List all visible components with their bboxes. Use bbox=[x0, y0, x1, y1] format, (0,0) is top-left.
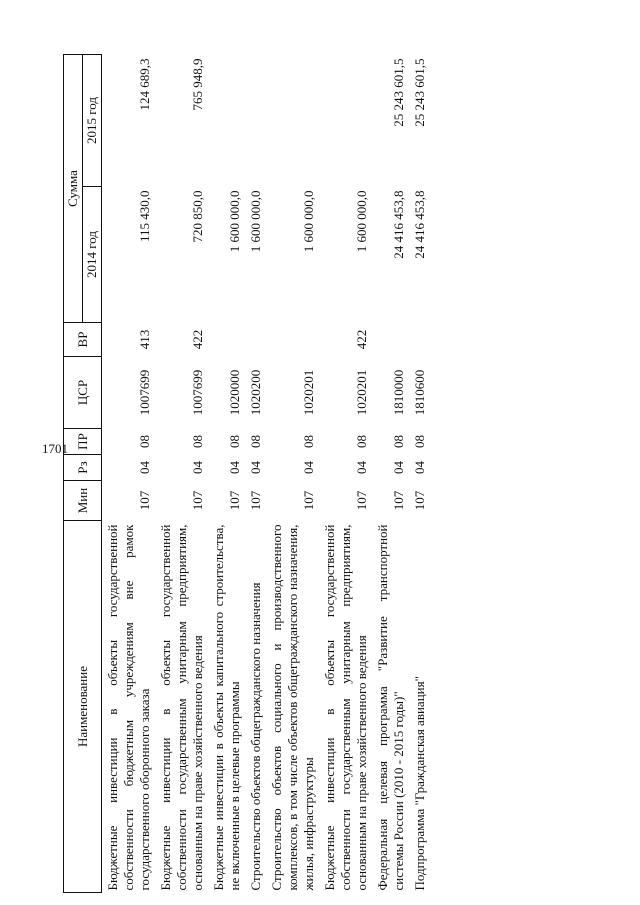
cell-y2015: 124 689,3 bbox=[137, 58, 152, 111]
cell-pr: 08 bbox=[227, 435, 242, 448]
cell-vr: 422 bbox=[190, 329, 205, 350]
budget-table bbox=[63, 54, 430, 893]
cell-y2014: 720 850,0 bbox=[190, 190, 205, 243]
cell-min: 107 bbox=[354, 490, 369, 511]
cell-pr: 08 bbox=[412, 435, 427, 448]
cell-pr: 08 bbox=[137, 435, 152, 448]
cell-min: 107 bbox=[248, 490, 263, 511]
cell-min: 107 bbox=[301, 490, 316, 511]
table-body bbox=[102, 55, 431, 893]
table-row bbox=[409, 55, 430, 893]
cell-csr: 1007699 bbox=[137, 369, 152, 416]
cell-y2014: 1 600 000,0 bbox=[354, 190, 369, 253]
cell-name: Бюджетные инвестиции в объекты государственной собственности государственным унитарным предприятиям, основанным на праве хозяйственного ведения bbox=[158, 524, 205, 891]
cell-vr: 422 bbox=[354, 329, 369, 350]
col-header-vr: ВР bbox=[64, 323, 102, 357]
col-header-rz: Рз bbox=[64, 455, 102, 481]
table-row bbox=[245, 55, 266, 893]
cell-pr: 08 bbox=[354, 435, 369, 448]
page-number: 1701 bbox=[42, 441, 68, 456]
cell-rz: 04 bbox=[190, 461, 205, 474]
col-header-csr: ЦСР bbox=[64, 357, 102, 429]
cell-vr bbox=[245, 323, 266, 357]
cell-pr: 08 bbox=[248, 435, 263, 448]
cell-csr: 1020201 bbox=[354, 369, 369, 416]
cell-csr: 1810000 bbox=[391, 369, 406, 416]
cell-pr: 08 bbox=[391, 435, 406, 448]
table-row bbox=[155, 55, 208, 893]
table-row bbox=[208, 55, 245, 893]
cell-min: 107 bbox=[412, 490, 427, 511]
cell-y2015 bbox=[266, 55, 319, 187]
cell-vr: 413 bbox=[137, 329, 152, 350]
cell-min: 107 bbox=[137, 490, 152, 511]
cell-vr bbox=[266, 323, 319, 357]
col-header-pr: ПР bbox=[64, 429, 102, 455]
cell-y2014: 115 430,0 bbox=[137, 190, 152, 243]
cell-rz: 04 bbox=[301, 461, 316, 474]
cell-name: Бюджетные инвестиции в объекты государственной собственности бюджетным учреждениям вне рамок государственного оборонного заказа bbox=[105, 524, 152, 891]
cell-min: 107 bbox=[391, 490, 406, 511]
cell-rz: 04 bbox=[137, 461, 152, 474]
cell-vr bbox=[372, 323, 409, 357]
col-header-2014: 2014 год bbox=[83, 187, 102, 323]
col-header-min: Мин bbox=[64, 481, 102, 521]
cell-y2014: 24 416 453,8 bbox=[412, 190, 427, 259]
cell-name: Федеральная целевая программа "Развитие транспортной системы России (2010 - 2015 годы)" bbox=[375, 524, 406, 891]
table-row bbox=[372, 55, 409, 893]
cell-pr: 08 bbox=[190, 435, 205, 448]
cell-vr bbox=[409, 323, 430, 357]
cell-y2015 bbox=[245, 55, 266, 187]
cell-min: 107 bbox=[190, 490, 205, 511]
cell-rz: 04 bbox=[227, 461, 242, 474]
table-row bbox=[102, 55, 156, 893]
cell-y2015: 765 948,9 bbox=[190, 58, 205, 111]
cell-vr bbox=[208, 323, 245, 357]
cell-y2014: 1 600 000,0 bbox=[301, 190, 316, 253]
cell-name: Бюджетные инвестиции в объекты капитального строительства, не включенные в целевые программы bbox=[211, 524, 242, 891]
cell-rz: 04 bbox=[391, 461, 406, 474]
cell-name: Бюджетные инвестиции в объекты государственной собственности государственным унитарным предприятиям, основанным на праве хозяйственного ведения bbox=[322, 524, 369, 891]
cell-rz: 04 bbox=[248, 461, 263, 474]
cell-y2015: 25 243 601,5 bbox=[391, 58, 406, 127]
table-row bbox=[319, 55, 372, 893]
cell-y2015 bbox=[319, 55, 372, 187]
cell-rz: 04 bbox=[412, 461, 427, 474]
col-header-name: Наименование bbox=[64, 521, 102, 893]
cell-csr: 1020000 bbox=[227, 369, 242, 416]
cell-csr: 1007699 bbox=[190, 369, 205, 416]
cell-pr: 08 bbox=[301, 435, 316, 448]
cell-name: Строительство объектов общегражданского назначения bbox=[248, 582, 263, 891]
cell-name: Строительство объектов социального и производственного комплексов, в том числе объектов общегражданского назначения, жилья, инфраструктуры bbox=[269, 524, 316, 891]
table-row bbox=[266, 55, 319, 893]
cell-y2015: 25 243 601,5 bbox=[412, 58, 427, 127]
cell-y2014: 24 416 453,8 bbox=[391, 190, 406, 259]
rotated-page bbox=[63, 55, 563, 893]
cell-csr: 1020200 bbox=[248, 369, 263, 416]
header-row bbox=[64, 55, 83, 893]
cell-min: 107 bbox=[227, 490, 242, 511]
cell-name: Подпрограмма "Гражданская авиация" bbox=[412, 676, 427, 891]
cell-y2014: 1 600 000,0 bbox=[248, 190, 263, 253]
cell-y2014: 1 600 000,0 bbox=[227, 190, 242, 253]
col-header-sum: Сумма bbox=[64, 55, 83, 323]
cell-y2015 bbox=[208, 55, 245, 187]
cell-csr: 1020201 bbox=[301, 369, 316, 416]
col-header-2015: 2015 год bbox=[83, 55, 102, 187]
cell-rz: 04 bbox=[354, 461, 369, 474]
cell-csr: 1810600 bbox=[412, 369, 427, 416]
